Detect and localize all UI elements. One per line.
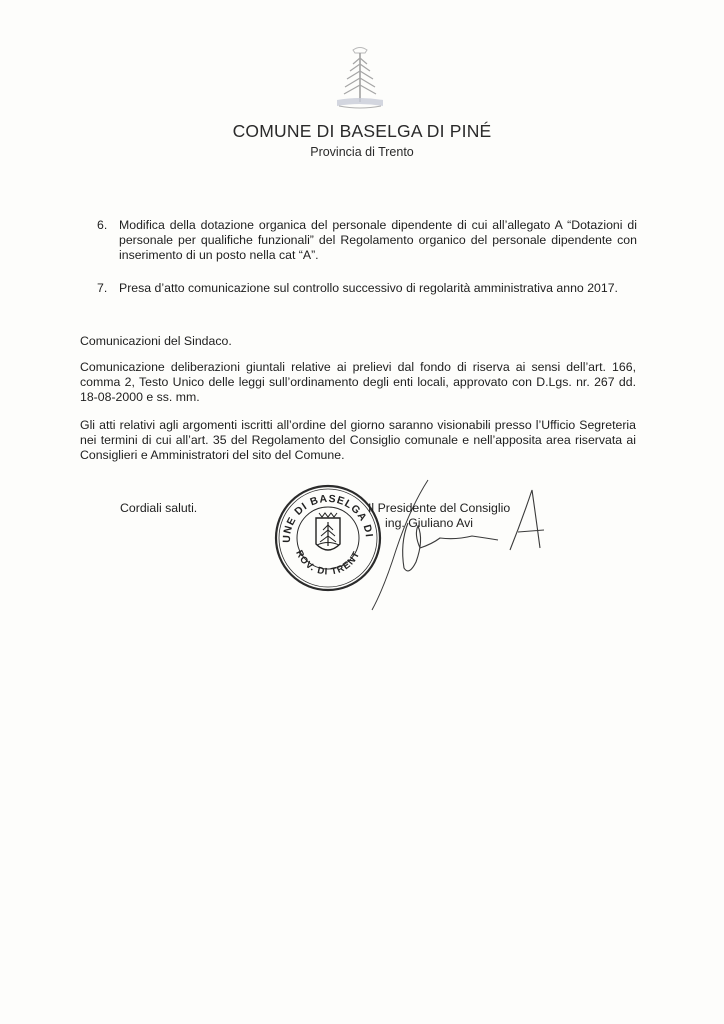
- agenda-item-number: 7.: [97, 281, 108, 295]
- agenda-item: [97, 218, 637, 266]
- reserve-fund-paragraph: Comunicazione deliberazioni giuntali relative ai prelievi dal fondo di riserva ai sensi dell’art. 166, comma 2, Testo Unico delle leggi sull’ordinamento degli enti locali, approvato con D.Lgs. nr. 267 dd. 18-08-2000 e ss. mm.: [80, 360, 636, 404]
- council-president-label: Il Presidente del Consiglio: [368, 501, 511, 515]
- seal-bottom-text: ROV. DI TRENT: [293, 548, 363, 578]
- signatory-name: ing. Giuliano Avi: [385, 516, 473, 530]
- seal-top-text: UNE DI BASELGA DI: [280, 492, 375, 544]
- agenda-item-number: 6.: [97, 218, 108, 232]
- agenda-item-text: Presa d’atto comunicazione sul controllo successivo di regolarità amministrativa anno 2017.: [119, 281, 618, 295]
- municipality-title: COMUNE DI BASELGA DI PINÉ: [232, 121, 492, 141]
- closing-greeting: Cordiali saluti.: [120, 501, 198, 515]
- mayor-communications-heading: Comunicazioni del Sindaco.: [80, 334, 232, 348]
- province-subtitle: Provincia di Trento: [310, 145, 414, 159]
- agenda-item-text: Modifica della dotazione organica del personale dipendente di cui all’allegato A “Dotazioni di personale per qualifiche funzionali” del Regolamento organico del personale dipendente con inserimento di un posto nella cat “A”.: [119, 218, 637, 262]
- pine-tree-emblem-icon: [331, 44, 389, 118]
- agenda-item: [97, 281, 637, 313]
- documents-availability-paragraph: Gli atti relativi agli argomenti iscritti all’ordine del giorno saranno visionabili presso l’Ufficio Segreteria nei termini di cui all’art. 35 del Regolamento del Consiglio comunale e nell’apposita area riservata ai Consiglieri e Amministratori del sito del Comune.: [80, 418, 636, 462]
- handwritten-signature: [360, 468, 560, 618]
